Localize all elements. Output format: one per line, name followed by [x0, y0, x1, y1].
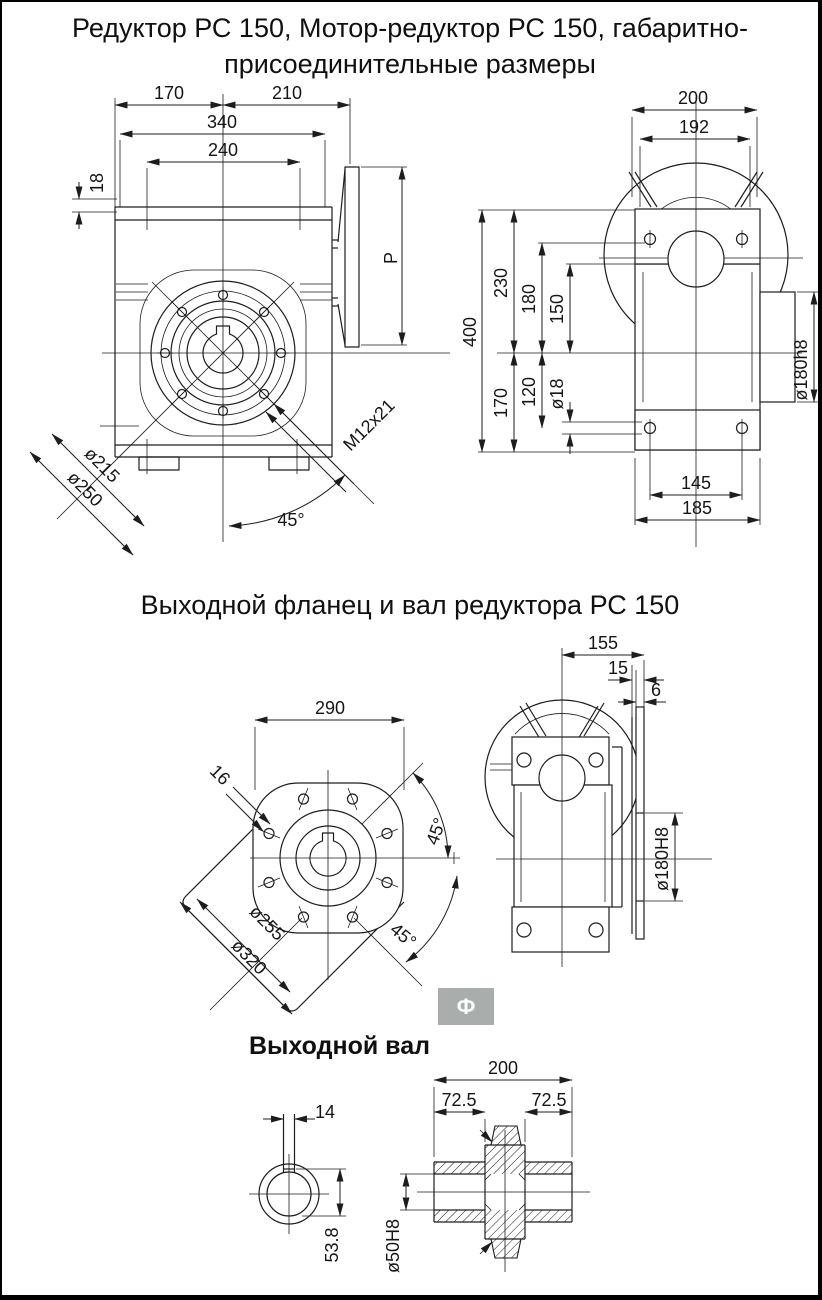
dim-label-16: 16: [205, 760, 235, 790]
dimensions-shaft-end: [263, 1102, 346, 1263]
shaft-section-drawing: [383, 1058, 612, 1297]
bottom-plate: [635, 410, 760, 450]
flange-plate-6mm: [636, 707, 644, 939]
dim-label-15: 15: [607, 658, 629, 678]
dim-label-45: 45°: [277, 510, 305, 530]
flange-section-title: Выходной фланец и вал редуктора РС 150: [140, 590, 680, 620]
dim-label-210: 210: [271, 83, 303, 103]
dim-label-230: 230: [491, 267, 511, 299]
dim-label-120: 120: [519, 376, 539, 408]
housing-outline: [100, 207, 332, 474]
dim-label-18: 18: [87, 172, 107, 194]
dim-label-d320: ø320: [227, 935, 271, 979]
dim-label-185: 185: [681, 498, 713, 518]
dim-label-d180H8: ø180H8: [652, 826, 672, 892]
dim-label-d255: ø255: [245, 901, 289, 945]
dim-label-290: 290: [314, 698, 346, 718]
dim-label-725-right: 72.5: [531, 1090, 567, 1110]
key-top: [491, 1126, 521, 1145]
dim-label-200b: 200: [487, 1058, 519, 1078]
dim-label-m12x21: M12x21: [339, 395, 399, 455]
dimensions-front: [30, 83, 407, 555]
dim-label-145: 145: [680, 473, 712, 493]
centerlines: [249, 1154, 329, 1234]
dim-label-45-lower: 45°: [386, 919, 421, 952]
dim-label-d18: ø18: [547, 378, 567, 410]
dim-label-170: 170: [491, 387, 511, 419]
flange-body-side: [490, 707, 644, 952]
dim-label-d50H8: ø50H8: [383, 1218, 403, 1274]
page-title: Редуктор РС 150, Мотор-редуктор РС 150, габаритно-присоединительные размеры: [72, 13, 748, 79]
dim-label-45-upper: 45°: [422, 815, 451, 848]
shaft-end-view-drawing: [232, 1087, 372, 1282]
dim-label-155: 155: [587, 633, 619, 653]
dim-label-538: 53.8: [322, 1227, 342, 1263]
section-badge-label: Ф: [456, 993, 476, 1019]
dim-label-400: 400: [460, 316, 480, 348]
gearbox-front-view-drawing: [42, 83, 457, 562]
dim-label-6: 6: [650, 680, 662, 700]
motor-flange-bell: [332, 167, 359, 347]
dim-label-14: 14: [314, 1102, 336, 1122]
spigot-180h8: [760, 292, 795, 402]
dim-label-200: 200: [677, 88, 709, 108]
output-flange-front-drawing: [152, 697, 482, 1042]
dim-label-150: 150: [547, 293, 567, 325]
dim-label-192: 192: [678, 117, 710, 137]
output-flange-side-drawing: [462, 633, 822, 977]
shaft-section-title: Выходной вал: [249, 1032, 431, 1060]
dim-label-P: P: [381, 251, 401, 265]
body: [599, 209, 803, 450]
dim-label-d180h8: ø180h8: [791, 339, 811, 401]
dim-label-725-left: 72.5: [441, 1090, 477, 1110]
dim-label-240: 240: [207, 140, 239, 160]
dim-label-170: 170: [153, 83, 185, 103]
gearbox-side-view-drawing: [452, 87, 822, 562]
dim-label-180: 180: [519, 283, 539, 315]
dim-label-d250: ø250: [63, 467, 107, 511]
key-bottom: [491, 1239, 521, 1258]
dim-label-d215: ø215: [80, 443, 124, 487]
dim-label-340: 340: [206, 112, 238, 132]
